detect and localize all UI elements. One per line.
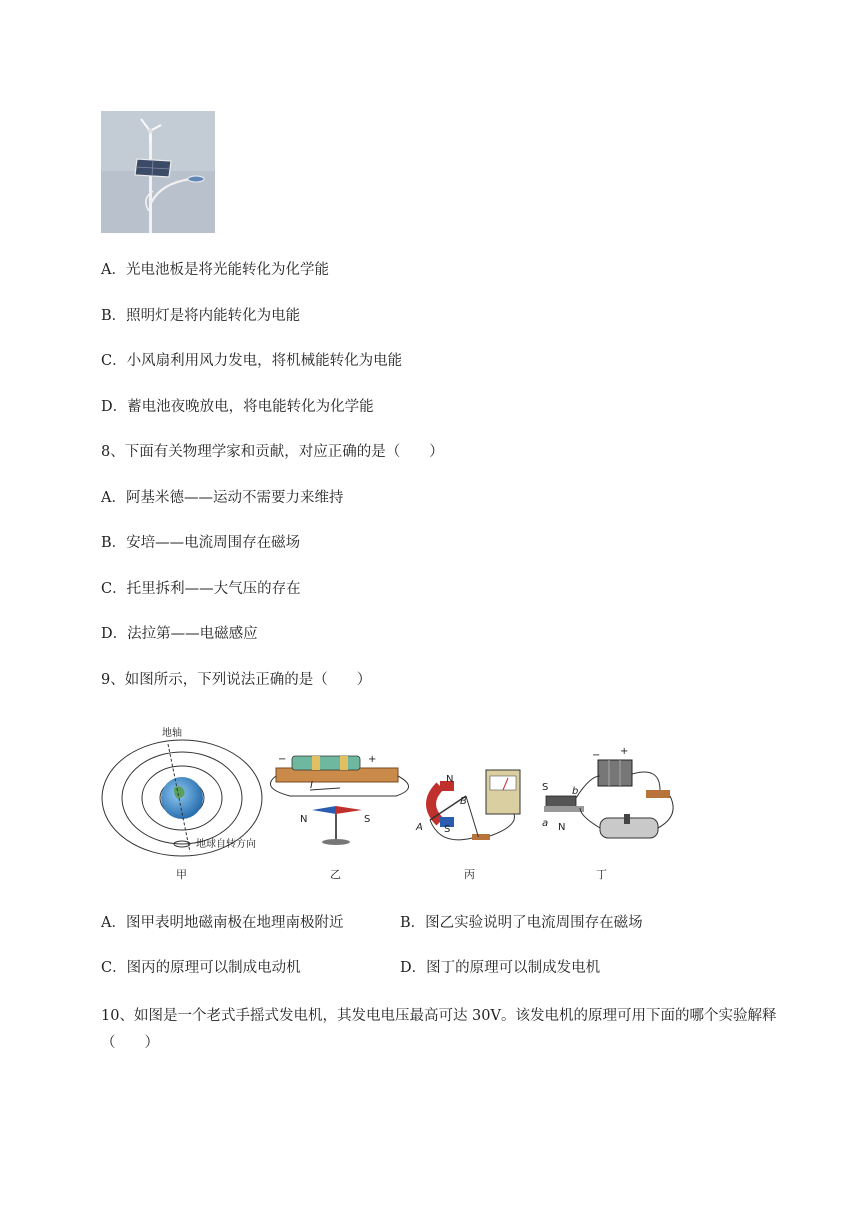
q8-option-d: D．法拉第——电磁感应 xyxy=(101,626,258,642)
compass-needle-icon xyxy=(312,806,336,814)
needle-n-label: N xyxy=(300,814,308,825)
needle-s-label: S xyxy=(364,814,371,825)
caption-yi: 乙 xyxy=(330,868,341,881)
q8-option-c: C．托里拆利——大气压的存在 xyxy=(101,581,301,597)
q7-option-b: B．照明灯是将内能转化为电能 xyxy=(101,308,301,324)
q7-option-a: A．光电池板是将光能转化为化学能 xyxy=(101,262,329,278)
earth-magnetic-field-diagram xyxy=(102,726,262,856)
pack-minus-label: − xyxy=(592,750,601,761)
q9-option-c: C．图丙的原理可以制成电动机 xyxy=(101,960,301,976)
point-a-small-label: a xyxy=(542,818,549,829)
motor-switch-icon xyxy=(646,790,670,798)
magnet-s-label: S xyxy=(444,824,451,835)
pack-plus-label: + xyxy=(620,746,629,757)
point-a-label: A xyxy=(416,822,423,833)
switch-icon xyxy=(472,834,490,840)
battery-plus-label: + xyxy=(368,754,377,765)
motor-s-label: S xyxy=(542,782,549,793)
q8-stem: 8、下面有关物理学家和贡献，对应正确的是（ ） xyxy=(101,444,444,460)
point-b-small-label: b xyxy=(572,786,579,797)
rotation-direction-label: 地球自转方向 xyxy=(196,839,256,850)
q8-option-b: B．安培——电流周围存在磁场 xyxy=(101,535,301,551)
magnet-n-label: N xyxy=(446,774,454,785)
q9-stem: 9、如图所示，下列说法正确的是（ ） xyxy=(101,672,372,688)
battery-minus-label: − xyxy=(278,754,287,765)
q8-option-a: A．阿基米德——运动不需要力来维持 xyxy=(101,490,344,506)
q9-option-b: B．图乙实验说明了电流周围存在磁场 xyxy=(400,915,643,931)
q9-option-d: D．图丁的原理可以制成发电机 xyxy=(400,960,601,976)
oersted-experiment-diagram xyxy=(270,754,408,845)
caption-jia: 甲 xyxy=(176,868,187,881)
q9-option-a: A．图甲表明地磁南极在地理南极附近 xyxy=(101,915,344,931)
earth-axis-label: 地轴 xyxy=(162,728,182,739)
q7-option-d: D．蓄电池夜晚放电，将电能转化为化学能 xyxy=(101,399,374,415)
motor-n-label: N xyxy=(558,822,566,833)
caption-bing: 丙 xyxy=(464,868,475,881)
current-label: I xyxy=(310,780,313,791)
motor-experiment-diagram xyxy=(542,746,673,838)
street-light-photo xyxy=(101,111,215,233)
point-b-label: B xyxy=(460,796,467,807)
induction-experiment-diagram xyxy=(415,770,520,840)
caption-ding: 丁 xyxy=(596,868,607,881)
q7-option-c: C．小风扇利用风力发电，将机械能转化为电能 xyxy=(101,353,403,369)
solar-panel-icon xyxy=(135,159,171,177)
q10-stem: 10、如图是一个老式手摇式发电机，其发电电压最高可达 30V。该发电机的原理可用下面的哪个实验解释（ ） xyxy=(101,1008,777,1051)
battery-pack-icon xyxy=(598,760,632,786)
q9-figure xyxy=(100,716,680,886)
